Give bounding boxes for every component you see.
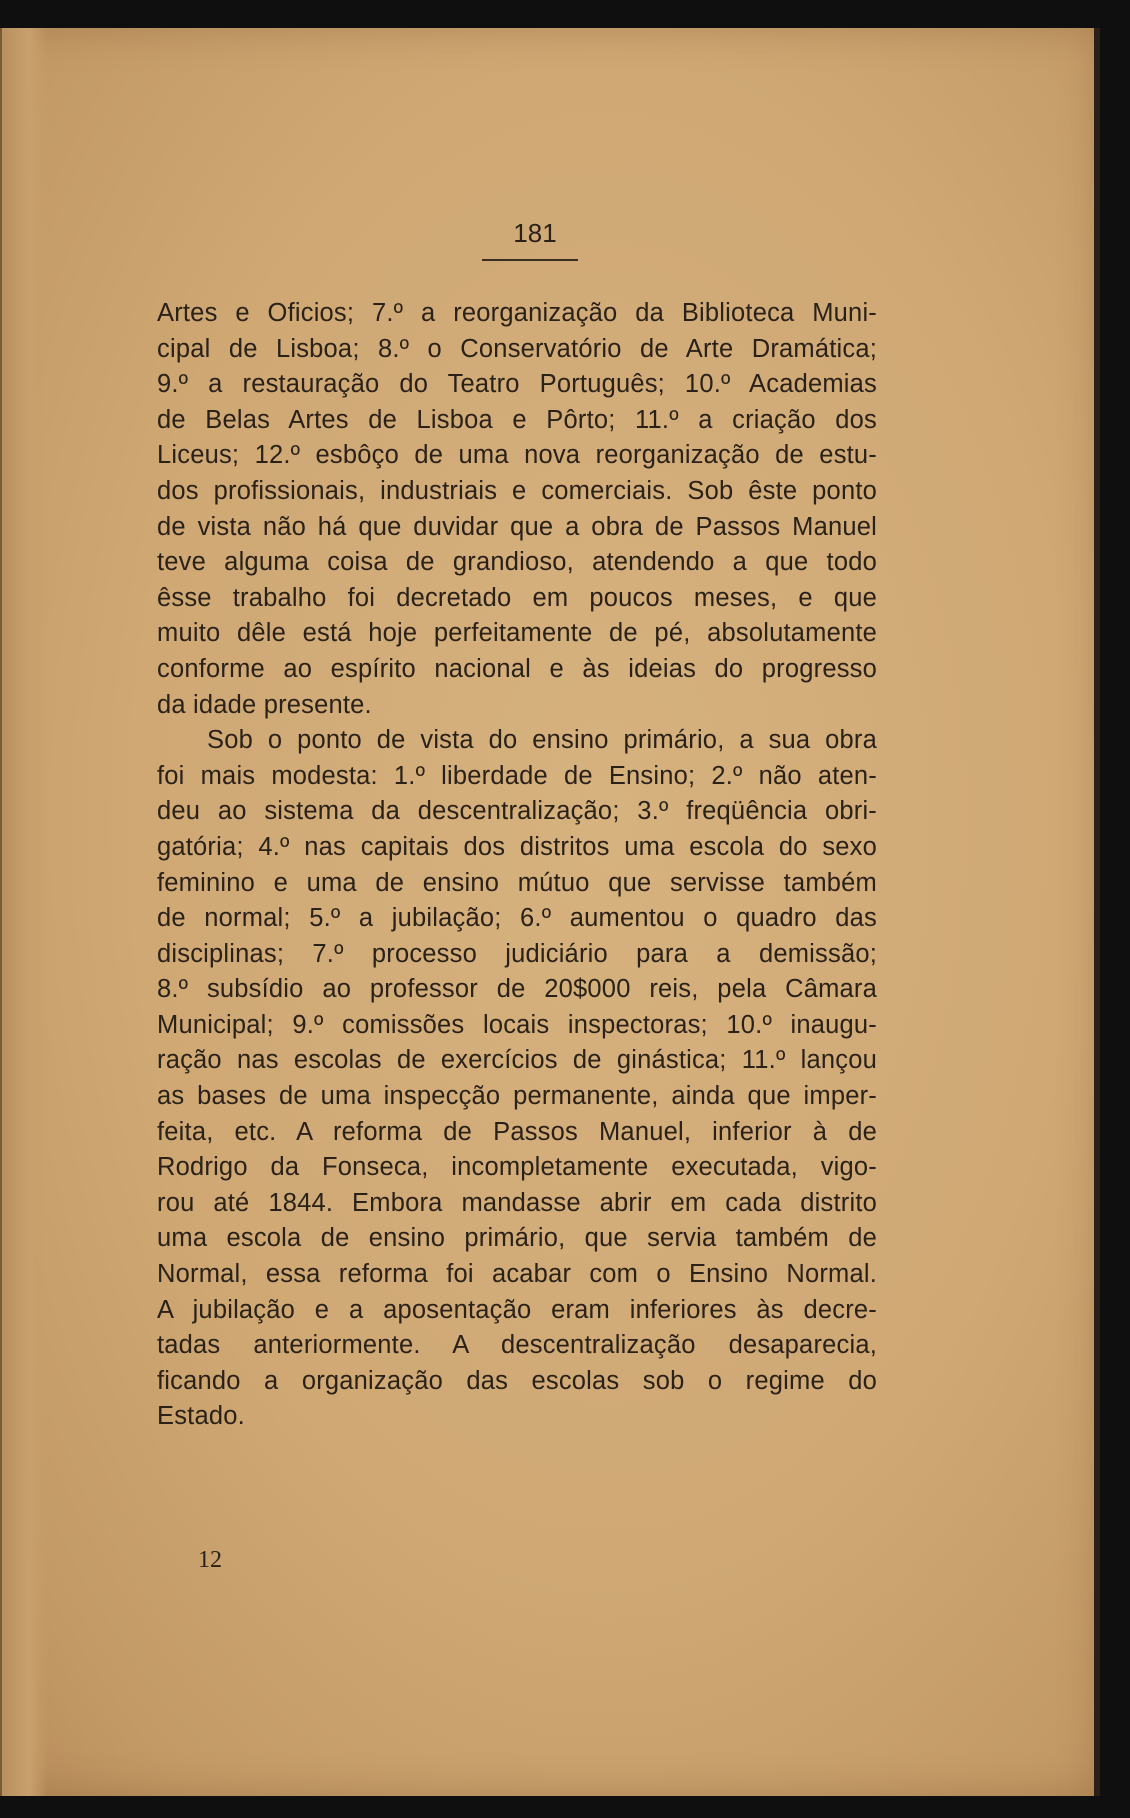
page-number: 181 <box>513 218 557 248</box>
header-rule <box>482 259 578 261</box>
text-line: Rodrigo da Fonseca, incompletamente executada, vigo- <box>157 1153 877 1182</box>
text-line: Estado. <box>157 1402 245 1431</box>
signature-mark: 12 <box>198 1547 222 1573</box>
text-line: feita, etc. A reforma de Passos Manuel, inferior à de <box>157 1117 877 1146</box>
text-line: ração nas escolas de exercícios de ginástica; 11.º lançou <box>157 1046 877 1075</box>
paragraph-2 <box>157 723 877 1435</box>
text-line: ficando a organização das escolas sob o regime do <box>157 1366 877 1395</box>
text-line: cipal de Lisboa; 8.º o Conservatório de Arte Dramática; <box>157 334 877 363</box>
paragraph-1 <box>157 296 877 723</box>
text-line: Artes e Oficios; 7.º a reorganização da Biblioteca Muni- <box>157 299 877 327</box>
text-line: dos profissionais, industriais e comerciais. Sob êste ponto <box>157 476 877 505</box>
text-line: de Belas Artes de Lisboa e Pôrto; 11.º a criação dos <box>157 405 877 434</box>
text-line: gatória; 4.º nas capitais dos distritos uma escola do sexo <box>157 832 877 861</box>
text-line: A jubilação e a aposentação eram inferiores às decre- <box>157 1295 877 1324</box>
text-line: Sob o ponto de vista do ensino primário, a sua obra <box>207 726 877 755</box>
text-line: rou até 1844. Embora mandasse abrir em cada distrito <box>157 1188 877 1217</box>
text-line: de vista não há que duvidar que a obra de Passos Manuel <box>157 512 877 541</box>
page-edge <box>1094 28 1100 1796</box>
text-line: uma escola de ensino primário, que servia também de <box>157 1224 877 1253</box>
text-line: Normal, essa reforma foi acabar com o Ensino Normal. <box>157 1260 877 1289</box>
body-text <box>157 296 877 1435</box>
text-line: disciplinas; 7.º processo judiciário para a demissão; <box>157 939 877 968</box>
text-line: tadas anteriormente. A descentralização desaparecia, <box>157 1331 877 1360</box>
text-line: as bases de uma inspecção permanente, ainda que imper- <box>157 1082 877 1111</box>
text-line: da idade presente. <box>157 690 372 719</box>
text-line: Liceus; 12.º esbôço de uma nova reorganização de estu- <box>157 441 877 470</box>
text-line: conforme ao espírito nacional e às ideias do progresso <box>157 654 877 683</box>
text-line: muito dêle está hoje perfeitamente de pé, absolutamente <box>157 619 877 648</box>
text-line: Municipal; 9.º comissões locais inspectoras; 10.º inaugu- <box>157 1010 877 1039</box>
text-line: teve alguma coisa de grandioso, atendendo a que todo <box>157 548 877 577</box>
text-line: 9.º a restauração do Teatro Português; 10.º Academias <box>157 370 877 399</box>
page-spine-shadow <box>0 28 48 1796</box>
text-line: deu ao sistema da descentralização; 3.º freqüência obri- <box>157 797 877 826</box>
text-line: de normal; 5.º a jubilação; 6.º aumentou o quadro das <box>157 904 877 933</box>
text-line: feminino e uma de ensino mútuo que servisse também <box>157 868 877 897</box>
text-line: 8.º subsídio ao professor de 20$000 reis, pela Câmara <box>157 975 877 1004</box>
text-line: foi mais modesta: 1.º liberdade de Ensino; 2.º não aten- <box>157 761 877 790</box>
text-line: êsse trabalho foi decretado em poucos meses, e que <box>157 583 877 612</box>
